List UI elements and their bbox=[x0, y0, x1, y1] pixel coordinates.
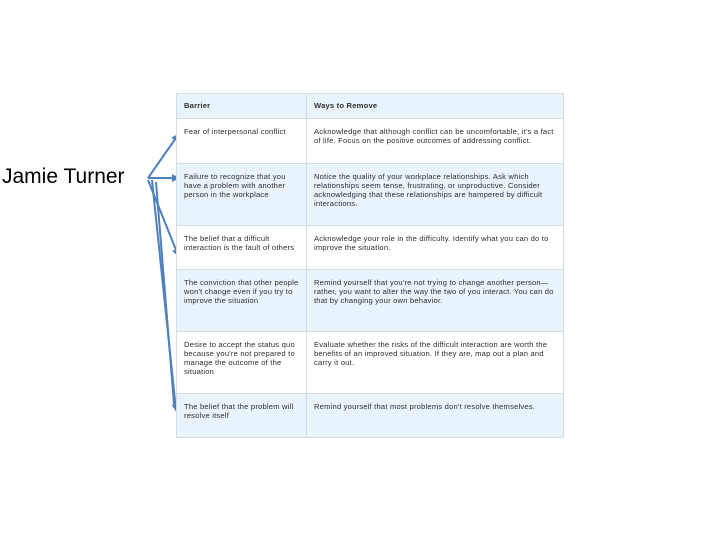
table-row bbox=[177, 164, 564, 226]
barrier-cell: The belief that the problem will resolve itself bbox=[177, 394, 307, 438]
barrier-cell: Fear of interpersonal conflict bbox=[177, 119, 307, 164]
remedy-cell: Acknowledge your role in the difficulty. Identify what you can do to improve the situation. bbox=[307, 226, 564, 270]
author-name: Jamie Turner bbox=[2, 165, 125, 188]
barrier-cell: The belief that a difficult interaction is the fault of others bbox=[177, 226, 307, 270]
table-row bbox=[177, 270, 564, 332]
barrier-cell: Desire to accept the status quo because you're not prepared to manage the outcome of the situation bbox=[177, 332, 307, 394]
remedy-cell: Notice the quality of your workplace relationships. Ask which relationships seem tense, frustrating, or unproductive. Consider acknowledging that these relationships are hampered by difficult interactions. bbox=[307, 164, 564, 226]
remedy-cell: Remind yourself that you're not trying to change another person—rather, you want to alter the way the two of you interact. You can do that by changing your own behavior. bbox=[307, 270, 564, 332]
table-row bbox=[177, 226, 564, 270]
remedy-cell: Acknowledge that although conflict can be uncomfortable, it's a fact of life. Focus on the positive outcomes of addressing conflict. bbox=[307, 119, 564, 164]
table-header-row bbox=[177, 94, 564, 119]
arrow-to-row-1 bbox=[148, 135, 178, 178]
barriers-table bbox=[176, 93, 564, 438]
header-ways-to-remove: Ways to Remove bbox=[307, 94, 564, 119]
table-row bbox=[177, 119, 564, 164]
table-row bbox=[177, 332, 564, 394]
barrier-cell: Failure to recognize that you have a problem with another person in the workplace bbox=[177, 164, 307, 226]
remedy-cell: Remind yourself that most problems don't resolve themselves. bbox=[307, 394, 564, 438]
remedy-cell: Evaluate whether the risks of the difficult interaction are worth the benefits of an improved situation. If they are, map out a plan and carry it out. bbox=[307, 332, 564, 394]
barrier-cell: The conviction that other people won't change even if you try to improve the situation bbox=[177, 270, 307, 332]
arrow-to-row-6-inner bbox=[156, 182, 174, 404]
header-barrier: Barrier bbox=[177, 94, 307, 119]
table-row bbox=[177, 394, 564, 438]
